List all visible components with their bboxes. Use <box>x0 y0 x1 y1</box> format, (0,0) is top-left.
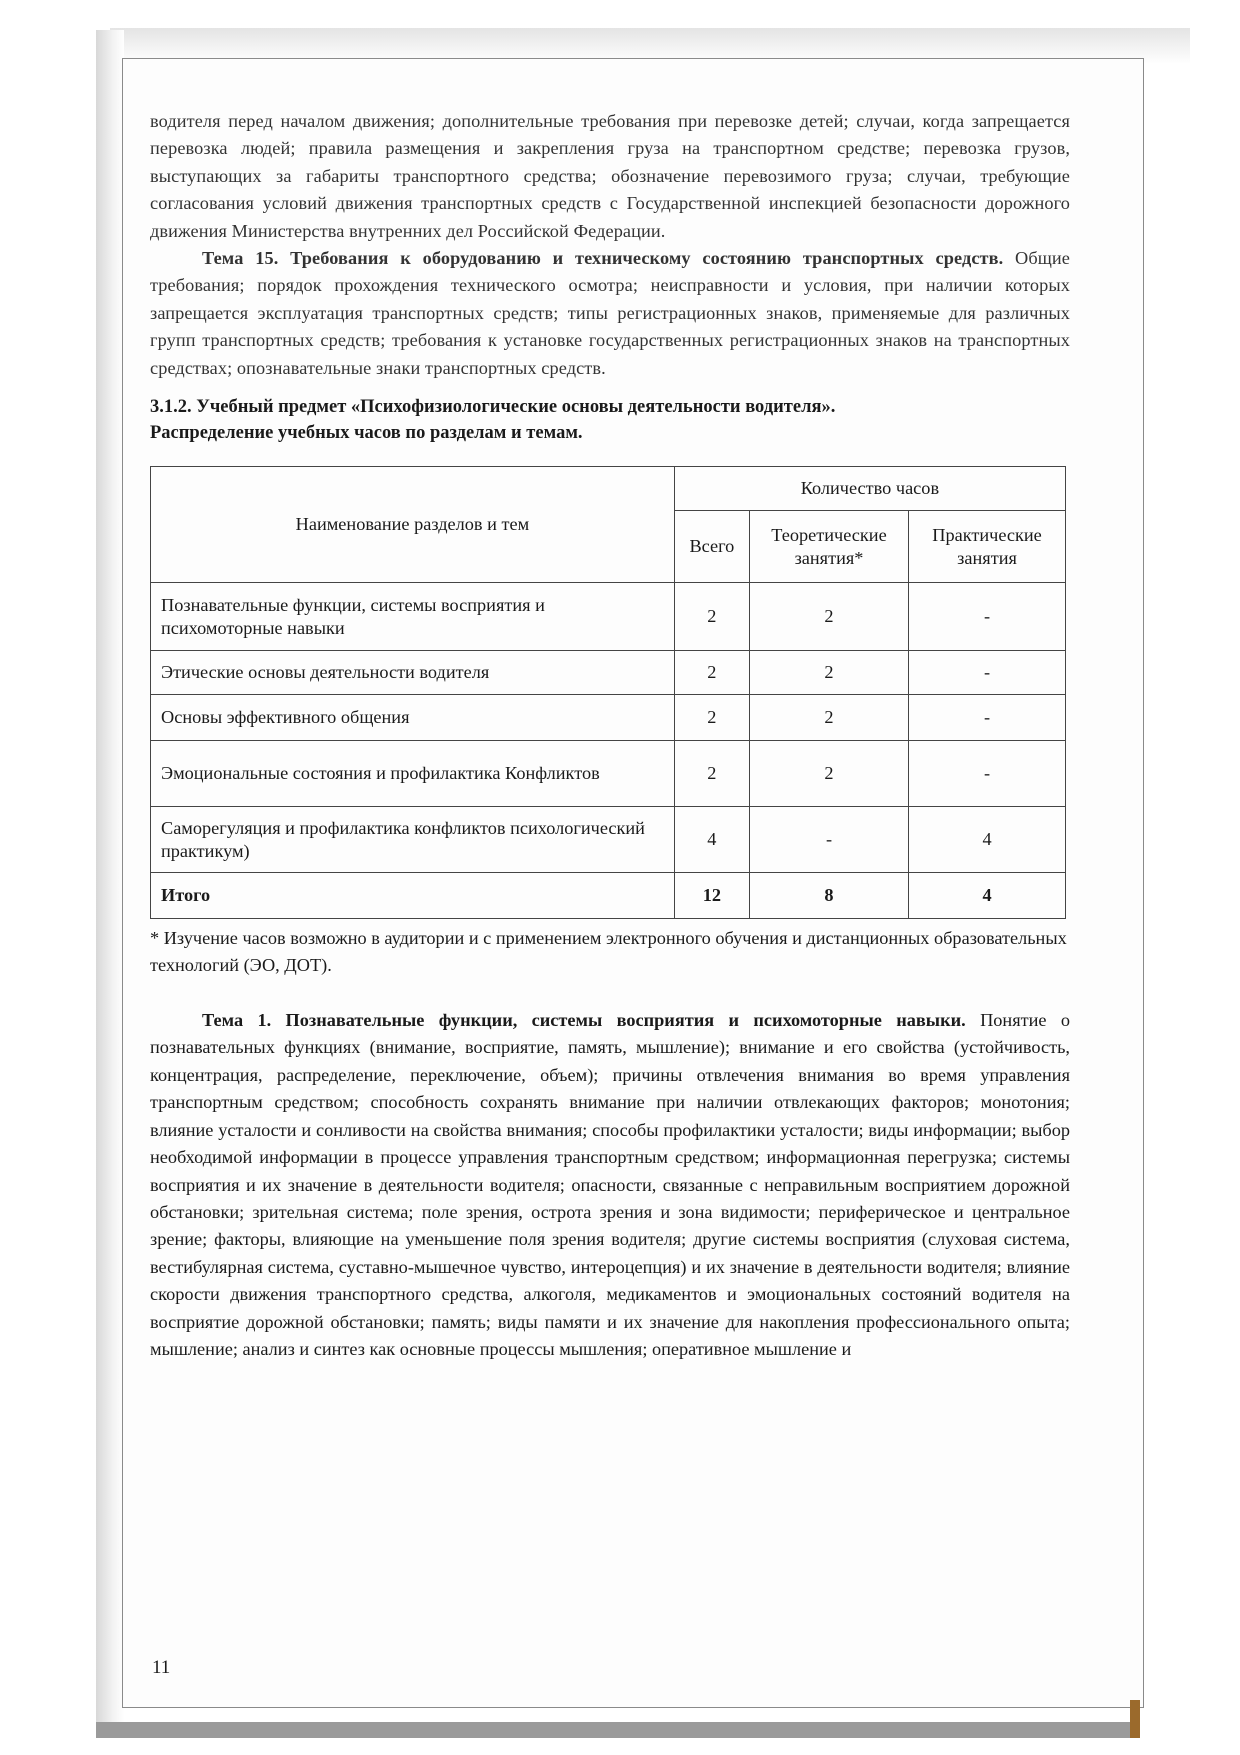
row-theory: 2 <box>749 583 908 651</box>
row-total: 2 <box>674 741 749 807</box>
section-heading <box>150 394 1070 446</box>
row-theory: 2 <box>749 741 908 807</box>
table-row <box>151 695 1066 741</box>
total-total: 12 <box>674 873 749 919</box>
table-total-row <box>151 873 1066 919</box>
row-practice: - <box>909 695 1066 741</box>
topic-15-paragraph <box>150 245 1070 382</box>
row-name: Этические основы деятельности водителя <box>151 651 675 695</box>
table-footnote: * Изучение часов возможно в аудитории и с применением электронного обучения и дистанционных образовательных технологий (ЭО, ДОТ). <box>150 928 1067 976</box>
table-row <box>151 807 1066 873</box>
table-row <box>151 583 1066 651</box>
topic-15-title: Тема 15. Требования к оборудованию и техническому состоянию транспортных средств. <box>202 248 1004 269</box>
table-row <box>151 651 1066 695</box>
page-content <box>150 108 1070 1363</box>
row-practice: - <box>909 583 1066 651</box>
row-theory: - <box>749 807 908 873</box>
total-theory: 8 <box>749 873 908 919</box>
section-heading-line-2: Распределение учебных часов по разделам и темам. <box>150 423 583 444</box>
header-total: Всего <box>674 511 749 583</box>
total-label: Итого <box>151 873 675 919</box>
row-theory: 2 <box>749 695 908 741</box>
hours-table <box>150 466 1066 919</box>
header-practice: Практические занятия <box>909 511 1066 583</box>
header-hours: Количество часов <box>674 467 1065 511</box>
row-total: 2 <box>674 651 749 695</box>
paragraph-top: водителя перед началом движения; дополнительные требования при перевозке детей; случаи, когда запрещается перевозка людей; правила размещения и закрепления груза на транспортном средстве; перевозка грузов, выступающих за габариты транспортного средства; обозначение перевозимого груза; случаи, требующие согласования условий движения транспортных средств с Государственной инспекцией безопасности дорожного движения Министерства внутренних дел Российской Федерации. <box>150 111 1070 241</box>
row-name: Эмоциональные состояния и профилактика Конфликтов <box>151 741 675 807</box>
book-spine-strip <box>96 1722 1140 1738</box>
topic-1-body: Понятие о познавательных функциях (внимание, восприятие, память, мышление); внимание и его свойства (устойчивость, концентрация, распределение, переключение, объем); причины отвлечения внимания во время управления транспортным средством; способность сохранять внимание при наличии отвлекающих факторов; монотония; влияние усталости и сонливости на свойства внимания; способы профилактики усталости; виды информации; выбор необходимой информации в процессе управления транспортным средством; информационная перегрузка; системы восприятия и их значение в деятельности водителя; опасности, связанные с неправильным восприятием дорожной обстановки; зрительная система; поле зрения, острота зрения и зона видимости; периферическое и центральное зрение; факторы, влияющие на уменьшение поля зрения водителя; другие системы восприятия (слуховая система, вестибулярная система, суставно-мышечное чувство, интероцепция) и их значение в деятельности водителя; влияние скорости движения транспортного средства, алкоголя, медикаментов и эмоциональных состояний водителя на восприятие дорожной обстановки; память; виды памяти и их значение для накопления профессионального опыта; мышление; анализ и синтез как основные процессы мышления; оперативное мышление и <box>150 1010 1070 1359</box>
table-row <box>151 741 1066 807</box>
total-practice: 4 <box>909 873 1066 919</box>
row-total: 2 <box>674 583 749 651</box>
row-name: Познавательные функции, системы восприятия и психомоторные навыки <box>151 583 675 651</box>
row-practice: - <box>909 741 1066 807</box>
header-theory: Теоретические занятия* <box>749 511 908 583</box>
page-number: 11 <box>152 1657 171 1678</box>
row-practice: - <box>909 651 1066 695</box>
header-name: Наименование разделов и тем <box>151 467 675 583</box>
scan-shadow-left <box>96 30 124 1730</box>
row-name: Саморегуляция и профилактика конфликтов психологический практикум) <box>151 807 675 873</box>
row-theory: 2 <box>749 651 908 695</box>
row-name: Основы эффективного общения <box>151 695 675 741</box>
section-heading-line-1: 3.1.2. Учебный предмет «Психофизиологические основы деятельности водителя». <box>150 397 836 418</box>
topic-15-body: Общие требования; порядок прохождения технического осмотра; неисправности и условия, при наличии которых запрещается эксплуатация транспортных средств; типы регистрационных знаков, применяемые для различных групп транспортных средств; требования к установке государственных регистрационных знаков на транспортных средствах; опознавательные знаки транспортных средств. <box>150 248 1071 378</box>
row-total: 2 <box>674 695 749 741</box>
row-total: 4 <box>674 807 749 873</box>
row-practice: 4 <box>909 807 1066 873</box>
topic-1-title: Тема 1. Познавательные функции, системы восприятия и психомоторные навыки. <box>202 1010 966 1031</box>
book-spine-accent <box>1130 1700 1140 1738</box>
topic-1-paragraph <box>150 1007 1070 1363</box>
